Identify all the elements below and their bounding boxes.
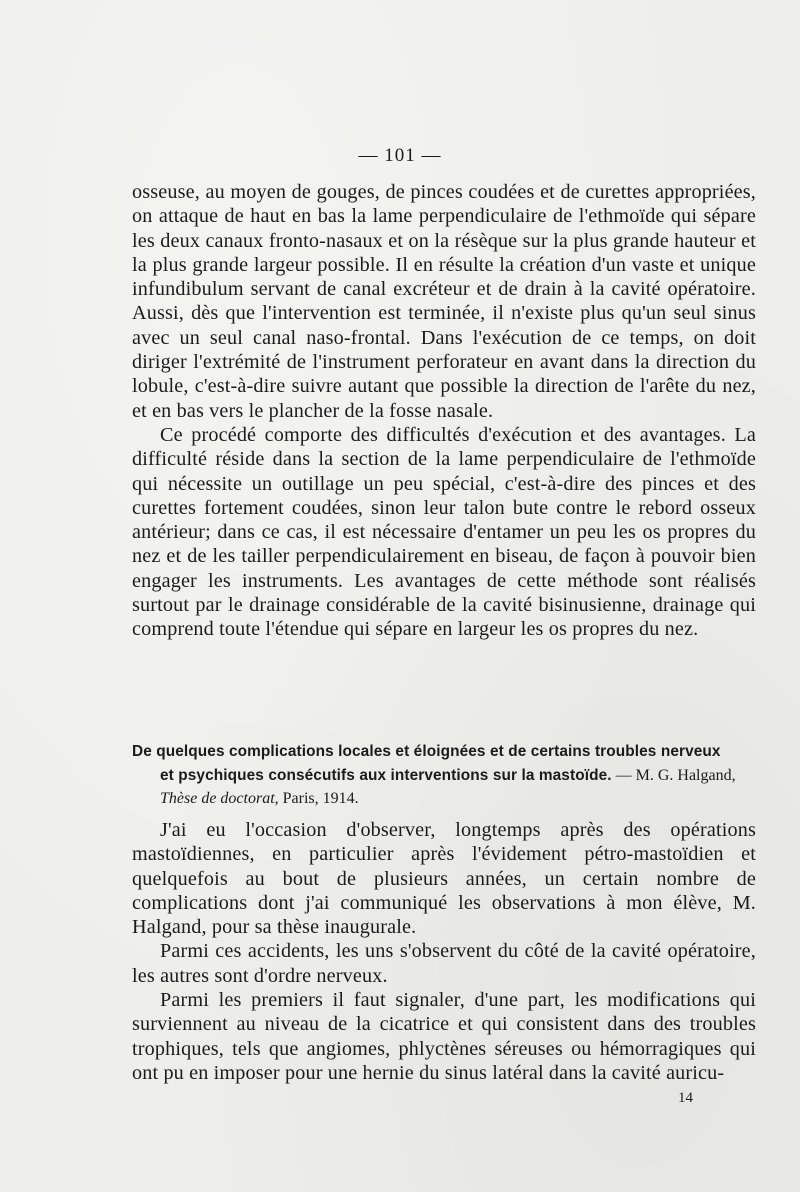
paragraph: Ce procédé comporte des difficultés d'exécution et des avantages. La difficulté réside dans la section de la lame perpendiculaire de l'ethmoïde qui nécessite un outillage un peu spécial, c'est-à-dire des pinces et des curettes fortement coudées, sinon leur talon bute contre le rebord osseux antérieur; dans ce cas, il est nécessaire d'entamer un peu les os propres du nez et de les tailler perpendiculairement en biseau, de façon à pouvoir bien engager les instruments. Les avantages de cette méthode sont réalisés surtout par le drainage considérable de la cavité bisinusienne, drainage qui comprend toute l'étendue qui sépare en largeur les os propres du nez. xyxy=(132,423,756,641)
paragraph: Parmi les premiers il faut signaler, d'une part, les modifications qui surviennent au niveau de la cicatrice et qui consistent dans des troubles trophiques, tels que angiomes, phlyctènes séreuses ou hémorragiques qui ont pu en imposer pour une hernie du sinus latéral dans la cavité auricu- xyxy=(132,989,756,1084)
paragraph: J'ai eu l'occasion d'observer, longtemps après des opérations mastoïdiennes, en particulier après l'évidement pétro-mastoïdien et quelquefois au bout de plusieurs années, un certain nombre de complications dont j'ai communiqué les observations à mon élève, M. Halgand, pour sa thèse inaugurale. xyxy=(132,819,756,939)
article-title-line-1: De quelques complications locales et éloignées et de certains troubles nerveux xyxy=(132,743,721,760)
body-text-section-2 xyxy=(132,818,756,1085)
page-number: — 101 — xyxy=(358,145,442,166)
body-text-section-1 xyxy=(132,180,756,642)
place-year: , Paris, 1914. xyxy=(274,790,359,807)
article-heading xyxy=(132,740,760,811)
thesis-label: Thèse de doctorat xyxy=(160,790,275,807)
paragraph: osseuse, au moyen de gouges, de pinces coudées et de curettes appropriées, on attaque de haut en bas la lame perpendiculaire de l'ethmoïde qui sépare les deux canaux fronto-nasaux et on la résèque sur la plus grande hauteur et la plus grande largeur possible. Il en résulte la création d'un vaste et unique infundibulum servant de canal excréteur et de drain à la cavité opératoire. Aussi, dès que l'intervention est terminée, il n'existe plus qu'un seul sinus avec un seul canal naso-frontal. Dans l'exécution de ce temps, on doit diriger l'extrémité de l'instrument perforateur en avant dans la direction du lobule, c'est-à-dire suivre autant que possible la direction de l'arête du nez, et en bas vers le plancher de la fosse nasale. xyxy=(132,181,756,422)
printer-signature-mark: 14 xyxy=(678,1090,693,1106)
title-dash: — xyxy=(611,766,636,784)
article-author: M. G. Halgand, xyxy=(635,766,736,784)
article-title-line-2: et psychiques consécutifs aux interventions sur la mastoïde. xyxy=(160,766,612,784)
paragraph: Parmi ces accidents, les uns s'observent du côté de la cavité opératoire, les autres sont d'ordre nerveux. xyxy=(132,940,756,987)
